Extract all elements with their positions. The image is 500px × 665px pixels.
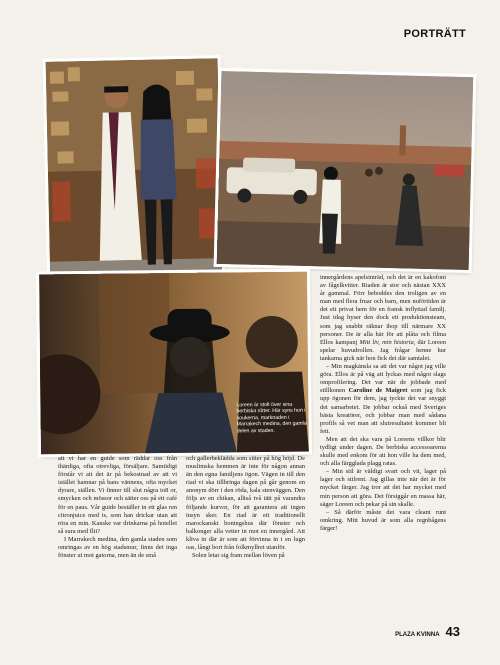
paragraph: och gallerbeklädda som sitter på hög höjd. De muslimska hemmen är inte för någon annan än den egna familjens ögon. Vägen in till den riad vi ska tillbringa dagen på går genom en anonym dörr i den röda, kala stenväggen. Den följs av en chikan, alltså två tätt på varandra följande kurvor, för att garantera att ingen insyn sker. En riad är ett traditionellt marockanskt boningshus där fönster och balkonger alla vetter in mot en innergård. Att kliva in där är som att förvinna in i en lugn oas, långt bort från folkmyllret utanför.	[186, 455, 305, 552]
paragraph: – Min stil är väldigt svart och vit, lager på lager och stilrent. Jag gillas inte när det är för mycket färger. Jag tror att det har mycket med min person att göra. Det försiggår en massa här, säger Loreen och pekar på sin skalle.	[320, 468, 446, 508]
paragraph: Men att det ska vara på Loreens villkor blir tydligt under dagen. De berbiska accessoarerna skulle med enkom för att hon ville ha dem med, och alla färgglada plagg ratas.	[320, 435, 446, 468]
text-column-right	[320, 274, 446, 533]
magazine-name: PLAZA KVINNA	[395, 632, 440, 638]
section-label: PORTRÄTT	[403, 28, 466, 40]
text-column-middle	[186, 455, 305, 560]
text-column-left	[58, 455, 177, 560]
paragraph: – Så därför måste det vara cleant runt omkring. Mitt huvud är som alla regnbågens färger!	[320, 508, 446, 532]
paragraph: att vi har en guide som räddar oss från ihärdiga, ofta otrevliga, försäljare. Samtidigt förstår vi att det är på bekostnad av att vi istället hamnar på hans vännens, ofta mycket dyrare, ställen. Vi finner till slut några to8 or, smycken och mössor och sätter oss på ett café för en paus. Vår guide beställer in ett glas ren citronjuice med is, som han drickar utan att röra en min. Kanske var drinkarna på hotellet så sura med flit?	[58, 455, 177, 535]
page-number: 43	[445, 624, 460, 639]
woman-hat-photo	[39, 272, 309, 455]
photo-caption: Loreen är stolt över sina berbiska rötter. Här syns hon i soukerna, marknaden i Marrakech medina, den gamla delen av staden.	[236, 401, 307, 434]
paragraph: Solen letar sig fram mellan löven på	[192, 552, 285, 560]
page-footer	[395, 624, 460, 639]
square-street-photo	[217, 71, 474, 270]
paragraph: innergårdens apelsinträd, och det är en kakofoni av fågelkvitter. Riaden är stor och nästan XXX år gammal. Förr beboddes den troligen av en man med flera fruar och barn, men nuförtiden är det ett privat hem för en fransk inflyttad familj. Just idag hyser den dock ett produktionsteam, som jag snabbt räknar ihop till närmare XX personer. De är alla här för att plåta och filma Ellos kampanj Mitt liv, min historia, där Loreen spelar huvudrollen. Jag frågar henne hur tankarna gick när hon fick det där samtalet.	[320, 274, 446, 362]
souk-portrait-photo	[46, 58, 223, 292]
paragraph: – Min magkänsla sa att det var något jag ville göra. Ellos är på väg att lyckas med något slags omprofilering. Det var när de jobbade med stillkonen Caroline de Maigret som jag fick upp ögonen för dem, jag tyckte det var snyggt det samarbetet. De jobbar också med Sveriges bästa kreatörer, och jobbar man med sådana profils så vet man att slutresultatet kommer bli fett.	[320, 363, 446, 435]
paragraph: I Marrakech medina, den gamla staden som omringas av en hög stadsmur, finns det inga fönster ut mot gatorna, men än de små	[58, 535, 177, 560]
